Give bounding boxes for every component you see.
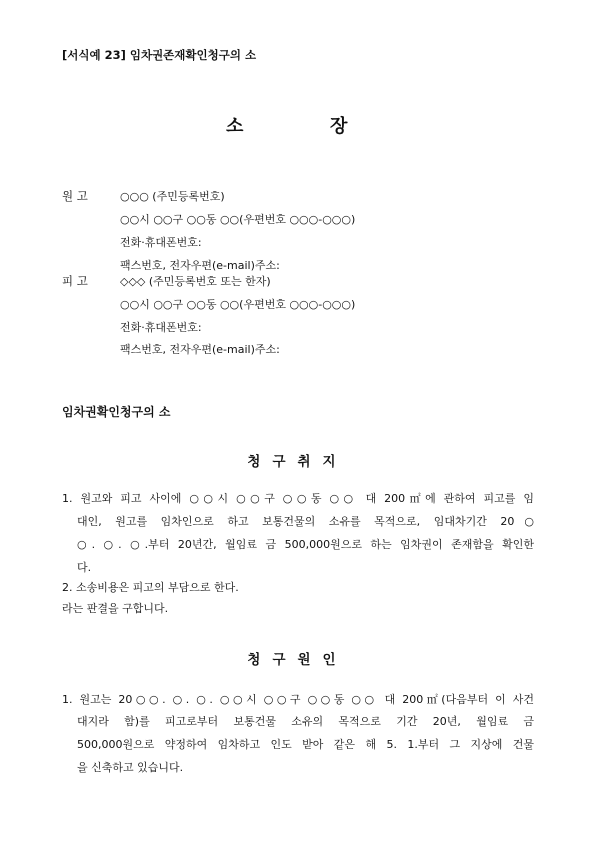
claim-cause-line: 500,000원으로 약정하여 임차하고 인도 받아 같은 해 5. 1.부터 그 지상에 건물 bbox=[77, 738, 534, 751]
claim-cause-heading: 청구원인 bbox=[247, 652, 348, 668]
claim-purpose-line: 다. bbox=[77, 561, 92, 574]
claim-purpose-line: ○. ○. ○.부터 20년간, 월임료 금 500,000원으로 하는 임차권이 존재함을 확인한 bbox=[77, 538, 534, 551]
defendant-role: 피 고 bbox=[62, 274, 88, 288]
claim-purpose-line: 1. 원고와 피고 사이에 ○○시 ○○구 ○○동 ○○ 대 200㎡에 관하여 피고를 임 bbox=[62, 492, 534, 505]
form-label: [서식예 23] 임차권존재확인청구의 소 bbox=[62, 48, 257, 62]
claim-cause-line: 을 신축하고 있습니다. bbox=[77, 761, 184, 774]
suit-name: 임차권확인청구의 소 bbox=[62, 405, 171, 419]
claim-cause-line: 1. 원고는 20○○. ○. ○. ○○시 ○○구 ○○동 ○○ 대 200㎡(다음부터 이 사건 bbox=[62, 693, 534, 706]
plaintiff-address: ○○시 ○○구 ○○동 ○○(우편번호 ○○○-○○○) bbox=[120, 213, 356, 226]
document-title bbox=[0, 112, 595, 136]
claim-purpose-line: 라는 판결을 구합니다. bbox=[62, 602, 169, 615]
defendant-name: ◇◇◇ (주민등록번호 또는 한자) bbox=[120, 275, 271, 288]
plaintiff-role: 원 고 bbox=[62, 189, 88, 203]
claim-cause-line: 대지라 함)를 피고로부터 보통건물 소유의 목적으로 기간 20년, 월임료 금 bbox=[77, 715, 534, 728]
claim-purpose-heading: 청구취지 bbox=[247, 454, 348, 470]
plaintiff-phone: 전화‧휴대폰번호: bbox=[120, 236, 202, 249]
plaintiff-fax-email: 팩스번호, 전자우편(e-mail)주소: bbox=[120, 259, 280, 272]
claim-purpose-line: 대인, 원고를 임차인으로 하고 보통건물의 소유를 목적으로, 임대차기간 20○ bbox=[77, 515, 534, 528]
defendant-phone: 전화‧휴대폰번호: bbox=[120, 321, 202, 334]
claim-purpose-line: 2. 소송비용은 피고의 부담으로 한다. bbox=[62, 581, 239, 594]
plaintiff-name: ○○○ (주민등록번호) bbox=[120, 190, 225, 203]
defendant-address: ○○시 ○○구 ○○동 ○○(우편번호 ○○○-○○○) bbox=[120, 298, 356, 311]
title-char-right: 장 bbox=[330, 116, 348, 137]
defendant-fax-email: 팩스번호, 전자우편(e-mail)주소: bbox=[120, 343, 280, 356]
title-char-left: 소 bbox=[226, 116, 244, 137]
